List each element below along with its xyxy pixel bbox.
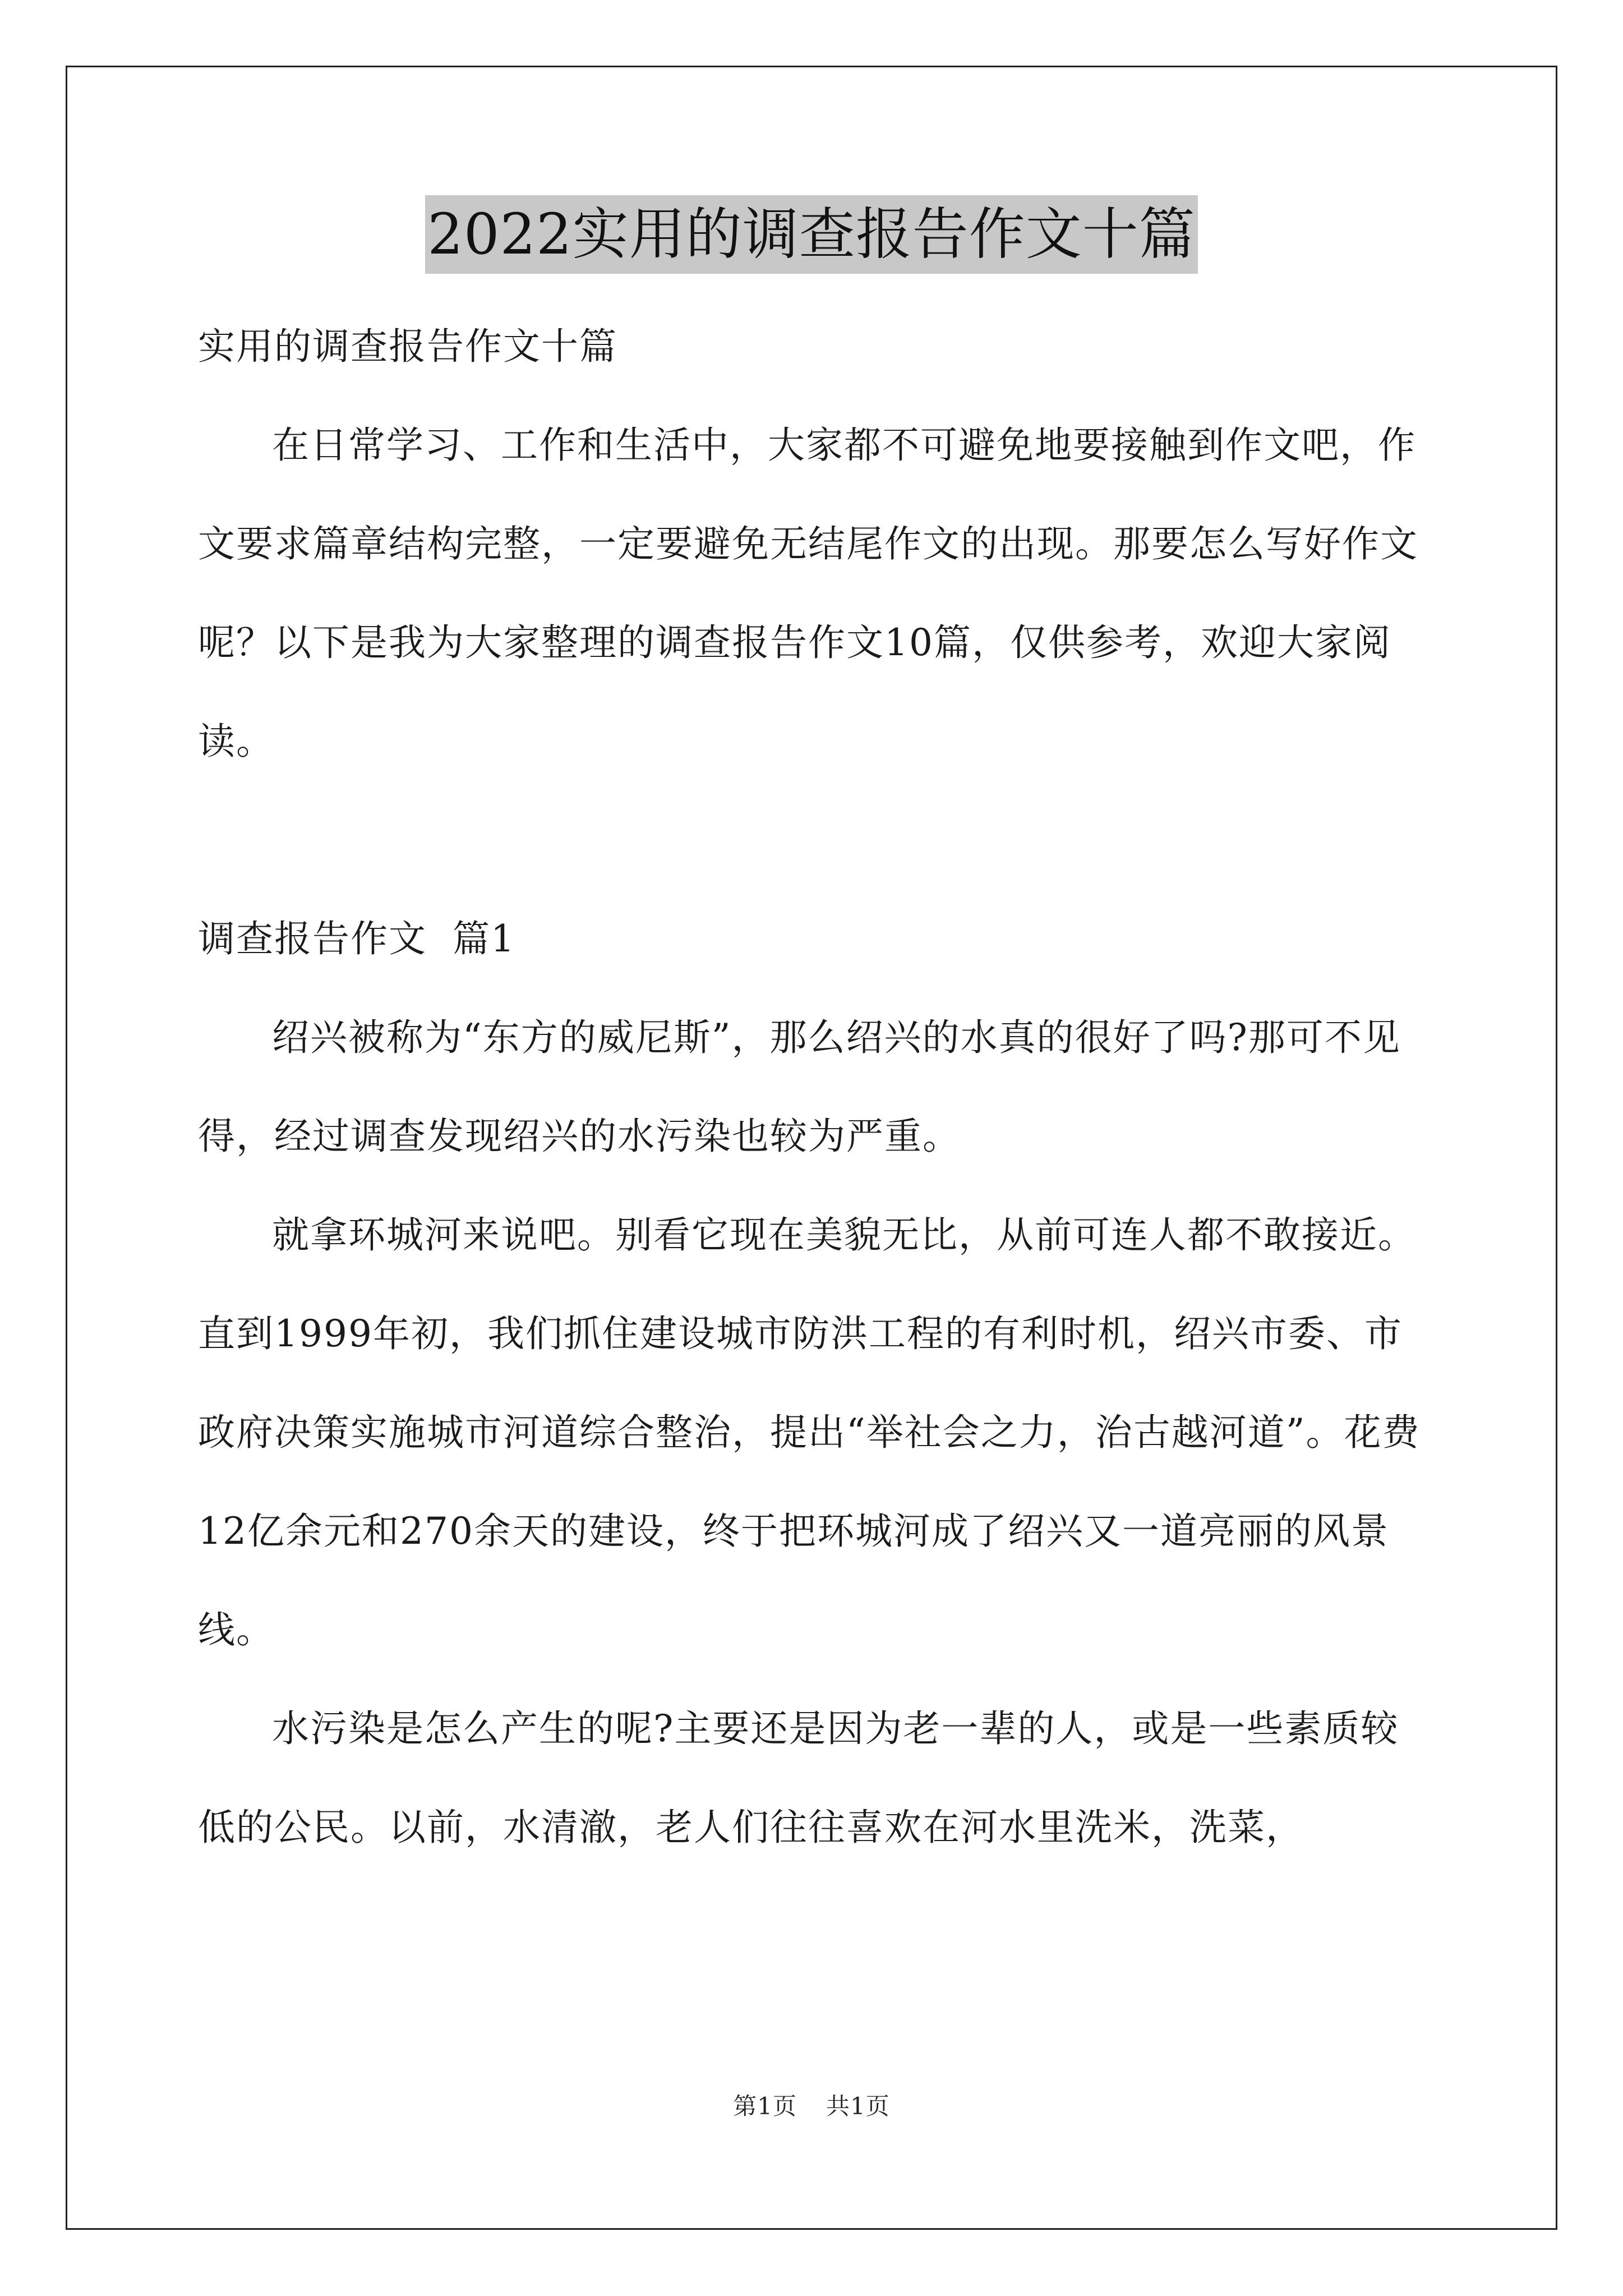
document-title: 2022实用的调查报告作文十篇 xyxy=(425,195,1198,274)
title-container xyxy=(0,195,1623,274)
document-subtitle: 实用的调查报告作文十篇 xyxy=(198,325,617,368)
page-footer xyxy=(0,2090,1623,2123)
intro-paragraph: 在日常学习、工作和生活中，大家都不可避免地要接触到作文吧，作文要求篇章结构完整，一定要避免无结尾作文的出现。那要怎么写好作文呢？以下是我为大家整理的调查报告作文10篇，仅供参考，欢迎大家阅读。 xyxy=(198,424,1418,763)
page-number-total: 共1页 xyxy=(826,2092,890,2120)
section-heading: 调查报告作文 篇1 xyxy=(198,917,515,960)
page-number-current: 第1页 xyxy=(733,2092,797,2120)
body-paragraph: 水污染是怎么产生的呢?主要还是因为老一辈的人，或是一些素质较低的公民。以前，水清澈，老人们往往喜欢在河水里洗米，洗菜， xyxy=(198,1707,1399,1849)
document-body xyxy=(198,297,1426,1877)
body-paragraph: 就拿环城河来说吧。别看它现在美貌无比，从前可连人都不敢接近。直到1999年初，我们抓住建设城市防洪工程的有利时机，绍兴市委、市政府决策实施城市河道综合整治，提出“举社会之力，治古越河道”。花费12亿余元和270余天的建设，终于把环城河成了绍兴又一道亮丽的风景线。 xyxy=(198,1213,1421,1651)
body-paragraph: 绍兴被称为“东方的威尼斯”，那么绍兴的水真的很好了吗?那可不见得，经过调查发现绍兴的水污染也较为严重。 xyxy=(198,1016,1401,1158)
